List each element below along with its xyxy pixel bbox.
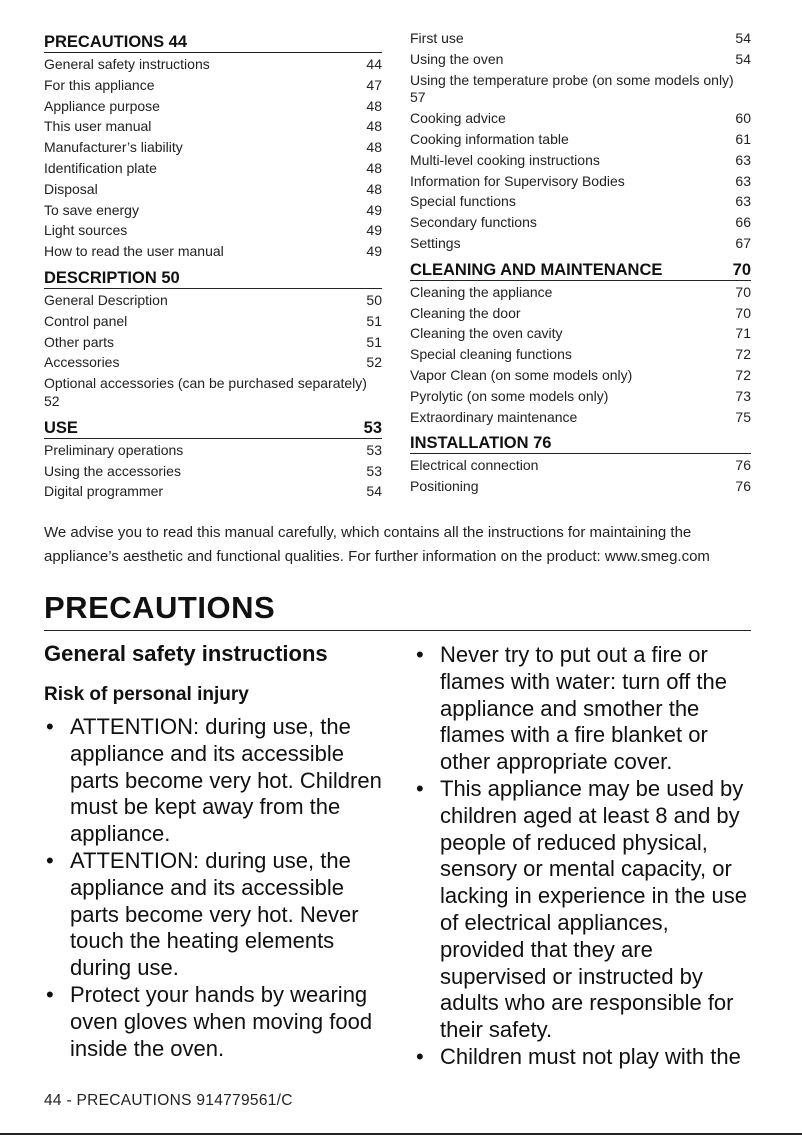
toc-entry	[44, 200, 382, 221]
toc-entry	[44, 179, 382, 200]
toc-entry-title: Cleaning the oven cavity	[410, 325, 563, 342]
toc-entry-page: 51	[366, 312, 382, 329]
toc-entry-page: 49	[366, 201, 382, 218]
toc-entry	[44, 373, 382, 412]
toc-entry-title: Special cleaning functions	[410, 346, 572, 363]
toc-entry-page: 50	[366, 291, 382, 308]
toc-entry-page: 54	[735, 30, 751, 46]
toc-entry	[410, 191, 751, 212]
toc-entry-title: Information for Supervisory Bodies	[410, 172, 625, 189]
toc-section-title: USE	[44, 418, 78, 437]
toc-entry	[44, 352, 382, 373]
toc-entry-page: 52	[366, 354, 382, 371]
section-title: PRECAUTIONS	[44, 590, 751, 631]
toc-entry	[410, 171, 751, 192]
toc-section-heading	[44, 264, 382, 289]
toc-entry	[410, 344, 751, 365]
toc-entry-page: 73	[735, 387, 751, 404]
toc-entry-title: General safety instructions	[44, 56, 210, 72]
toc-entry-title: Identification plate	[44, 159, 157, 176]
toc-entry	[410, 28, 751, 49]
toc-entry	[44, 96, 382, 117]
toc-section-heading	[410, 429, 751, 454]
toc-section-heading	[44, 28, 382, 53]
bullet-list-right	[414, 642, 754, 1071]
toc-entry-title: Settings	[410, 234, 461, 251]
toc-entry	[410, 455, 751, 476]
toc-section-heading	[44, 414, 382, 439]
toc-entry	[410, 233, 751, 254]
toc-entry-page: 72	[735, 346, 751, 363]
toc-entry	[410, 49, 751, 70]
toc-entry-title: Special functions	[410, 193, 516, 210]
toc-entry-title: Light sources	[44, 222, 128, 239]
toc-section-title: DESCRIPTION 50	[44, 268, 180, 287]
toc-entry-title: Cooking advice	[410, 110, 506, 127]
toc-entry-page: 61	[735, 130, 751, 147]
toc-section-title: CLEANING AND MAINTENANCE	[410, 260, 663, 279]
toc-entry-title: Positioning	[410, 478, 479, 495]
toc-entry-page: 76	[735, 478, 751, 495]
toc-entry-page: 53	[366, 462, 382, 479]
toc-entry-title: Using the accessories	[44, 462, 181, 479]
toc-entry-page: 70	[735, 283, 751, 300]
subsection-title: General safety instructions	[44, 641, 328, 666]
toc-left-column	[44, 28, 382, 502]
safety-bullet: • This appliance may be used by children aged at least 8 and by people of reduced physical, sensory or mental capacity, or lacking in experience in the use of electrical appliances, provided that they are supervised or instructed by adults who are responsible for their safety.	[414, 776, 754, 1044]
toc-entry-page: 71	[735, 325, 751, 342]
toc-entry-page: 44	[366, 56, 382, 72]
toc-entry-page: 52	[44, 392, 60, 409]
toc-entry-title: Appliance purpose	[44, 97, 160, 114]
toc-section-heading	[410, 256, 751, 281]
toc-entry-title: How to read the user manual	[44, 243, 224, 260]
toc-entry-title: Disposal	[44, 180, 98, 197]
toc-entry	[44, 116, 382, 137]
toc-entry-page: 51	[366, 333, 382, 350]
toc-entry	[410, 323, 751, 344]
safety-bullet: • ATTENTION: during use, the appliance and its accessible parts become very hot. Never touch the heating elements during use.	[44, 848, 384, 982]
toc-entry	[410, 70, 751, 109]
toc-entry-page: 48	[366, 180, 382, 197]
toc-entry-title: To save energy	[44, 201, 139, 218]
toc-entry-page: 54	[366, 483, 382, 500]
toc-entry-page: 63	[735, 151, 751, 168]
safety-bullet: • Never try to put out a fire or flames with water: turn off the appliance and smother the flames with a fire blanket or other appropriate cover.	[414, 642, 754, 776]
toc-entry-title: Digital programmer	[44, 483, 164, 500]
toc-entry	[410, 303, 751, 324]
toc-entry-title: Using the temperature probe (on some models only)	[410, 71, 734, 88]
toc-entry-title: Cleaning the appliance	[410, 283, 553, 300]
toc-entry	[410, 476, 751, 497]
toc-entry-title: General Description	[44, 291, 168, 308]
toc-entry	[44, 290, 382, 311]
toc-entry-page: 48	[366, 118, 382, 135]
toc-entry-title: Multi-level cooking instructions	[410, 151, 600, 168]
toc-entry-page: 53	[366, 441, 382, 458]
toc-entry	[44, 137, 382, 158]
toc-entry-page: 47	[366, 76, 382, 93]
toc-section-page: 70	[732, 260, 751, 279]
toc-entry-title: Vapor Clean (on some models only)	[410, 366, 633, 383]
body-left-column	[44, 640, 384, 1062]
toc-entry	[410, 282, 751, 303]
safety-bullet: • Children must not play with the	[414, 1044, 754, 1071]
toc-entry	[410, 365, 751, 386]
toc-entry-title: Using the oven	[410, 50, 504, 67]
toc-entry-page: 48	[366, 97, 382, 114]
toc-entry-page: 49	[366, 243, 382, 260]
toc-entry-page: 76	[735, 457, 751, 474]
toc-entry-page: 75	[735, 408, 751, 425]
toc-entry-title: This user manual	[44, 118, 152, 135]
toc-entry	[44, 220, 382, 241]
toc-entry-page: 60	[735, 110, 751, 127]
toc-entry	[44, 311, 382, 332]
toc-entry-page: 67	[735, 234, 751, 251]
toc-entry	[410, 407, 751, 428]
toc-entry-title: Preliminary operations	[44, 441, 184, 458]
toc-entry-title: Other parts	[44, 333, 115, 350]
toc-entry-page: 66	[735, 214, 751, 231]
toc-entry	[44, 241, 382, 262]
intro-paragraph: We advise you to read this manual carefully, which contains all the instructions for maintaining the appliance’s aesthetic and functional qualities. For further information on the product: www.smeg.com	[44, 524, 710, 565]
page-footer: 44 - PRECAUTIONS 914779561/C	[44, 1092, 293, 1109]
toc-entry	[410, 150, 751, 171]
toc-entry-title: Electrical connection	[410, 457, 539, 474]
toc-entry	[44, 158, 382, 179]
toc-entry-page: 48	[366, 159, 382, 176]
body-right-column	[414, 642, 754, 1071]
toc-entry-title: Extraordinary maintenance	[410, 408, 578, 425]
safety-bullet: • Protect your hands by wearing oven gloves when moving food inside the oven.	[44, 982, 384, 1062]
toc-section-page: 53	[363, 418, 382, 437]
bullet-list-left	[44, 714, 384, 1062]
bottom-rule	[0, 1133, 802, 1135]
toc-entry	[410, 386, 751, 407]
toc-entry-page: 63	[735, 172, 751, 189]
toc-entry	[410, 108, 751, 129]
toc-entry	[44, 75, 382, 96]
risk-title: Risk of personal injury	[44, 684, 249, 705]
safety-bullet: • ATTENTION: during use, the appliance and its accessible parts become very hot. Children must be kept away from the appliance.	[44, 714, 384, 848]
toc-entry-page: 54	[735, 50, 751, 67]
toc-entry-title: Manufacturer’s liability	[44, 139, 183, 156]
toc-entry-title: Secondary functions	[410, 214, 537, 231]
toc-entry-title: Pyrolytic (on some models only)	[410, 387, 609, 404]
toc-entry-title: Cleaning the door	[410, 304, 521, 321]
toc-entry-title: First use	[410, 30, 464, 46]
toc-entry-page: 48	[366, 139, 382, 156]
toc-section-title: PRECAUTIONS 44	[44, 33, 188, 51]
toc-entry-page: 70	[735, 304, 751, 321]
toc-entry-page: 57	[410, 89, 426, 106]
toc-entry-page: 49	[366, 222, 382, 239]
toc-entry-page: 63	[735, 193, 751, 210]
toc-entry	[410, 129, 751, 150]
toc-entry	[410, 212, 751, 233]
toc-entry	[44, 461, 382, 482]
toc-entry-title: Optional accessories (can be purchased separately)	[44, 375, 367, 392]
toc-entry	[44, 440, 382, 461]
toc-entry-page: 72	[735, 366, 751, 383]
toc-entry-title: For this appliance	[44, 76, 155, 93]
toc-entry	[44, 332, 382, 353]
toc-entry-title: Control panel	[44, 312, 128, 329]
toc-entry	[44, 481, 382, 502]
toc-entry-title: Cooking information table	[410, 130, 569, 147]
toc-right-column	[410, 28, 751, 497]
toc-entry-title: Accessories	[44, 354, 120, 371]
toc-section-title: INSTALLATION 76	[410, 434, 552, 453]
toc-entry	[44, 54, 382, 75]
